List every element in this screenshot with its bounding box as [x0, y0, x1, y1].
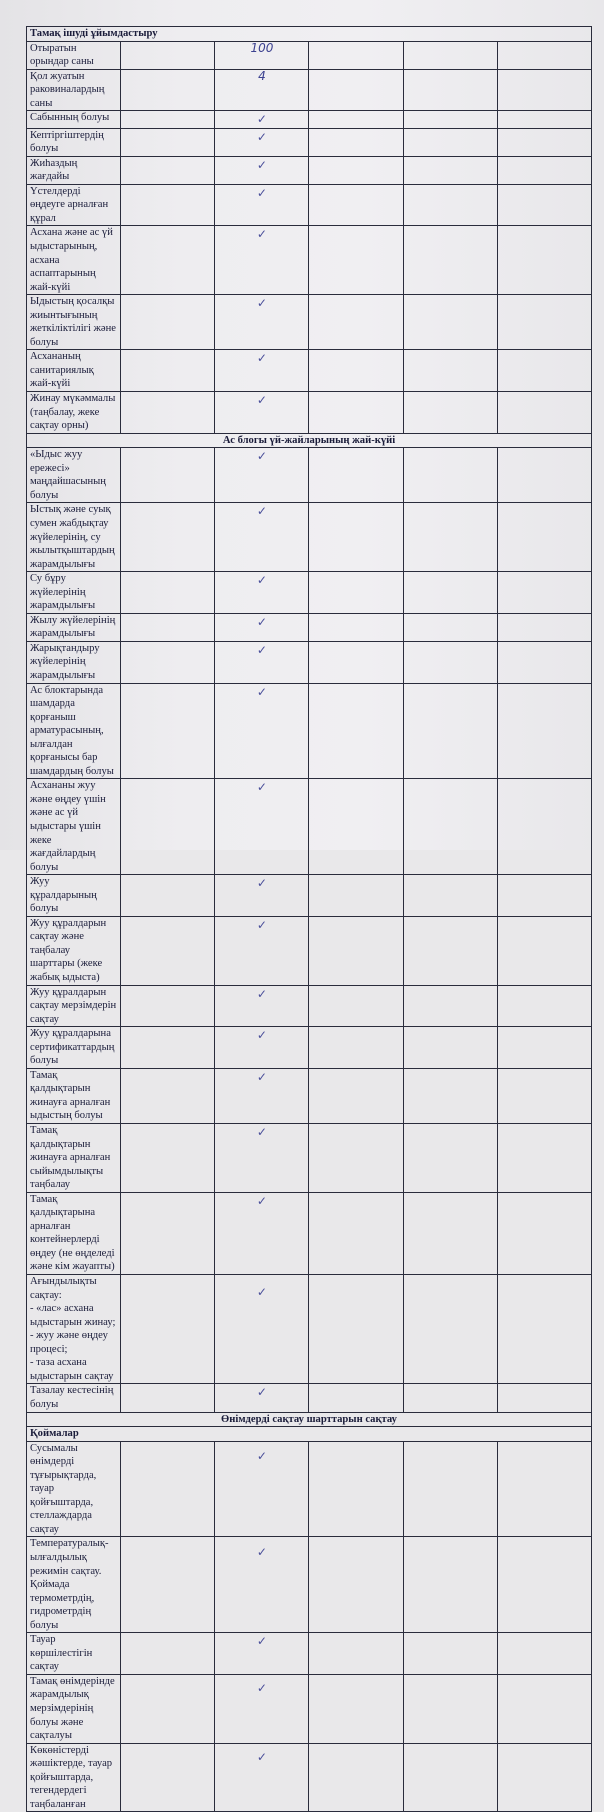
- check-mark: ✓: [256, 296, 267, 311]
- row-label: Асхананың санитариялық жай-күйі: [27, 350, 121, 392]
- section-title: Қоймалар: [27, 1427, 592, 1442]
- table-row: [27, 156, 592, 184]
- table-row: [27, 1743, 592, 1812]
- check-mark: ✓: [256, 1385, 267, 1400]
- row-label: Үстелдерді өңдеуге арналған құрал: [27, 184, 121, 226]
- table-row: [27, 111, 592, 128]
- table-row: [27, 1124, 592, 1193]
- check-mark: ✓: [256, 1193, 267, 1208]
- check-mark: ✓: [256, 780, 267, 795]
- row-label: Тазалау кестесінің болуы: [27, 1384, 121, 1412]
- check-mark: ✓: [256, 449, 267, 464]
- table-row: [27, 985, 592, 1027]
- row-label: Кептіргіштердің болуы: [27, 128, 121, 156]
- check-mark: ✓: [256, 1634, 267, 1649]
- row-label: Ас блоктарында шамдарда қорғаныш арматурасының, ылғалдан қорғанысы бар шамдардың болуы: [27, 683, 121, 779]
- row-label: Жуу құралдарын сақтау және таңбалау шарттары (жеке жабық ыдыста): [27, 916, 121, 985]
- check-mark: ✓: [256, 1125, 267, 1140]
- row-label: Сабынның болуы: [27, 111, 121, 128]
- row-label: Жылу жүйелерінің жарамдылығы: [27, 613, 121, 641]
- row-label: Жарықтандыру жүйелерінің жарамдылығы: [27, 641, 121, 683]
- check-mark: ✓: [256, 1069, 267, 1084]
- table-row: [27, 128, 592, 156]
- check-mark: ✓: [256, 157, 267, 172]
- table-row: [27, 448, 592, 503]
- row-label: «Ыдыс жуу ережесі» маңдайшасының болуы: [27, 448, 121, 503]
- row-label: Сусымалы өнімдерді тұғырықтарда, тауар қойғыштарда, стеллаждарда сақтау: [27, 1441, 121, 1537]
- table-row: [27, 503, 592, 572]
- check-mark: ✓: [256, 1028, 267, 1043]
- check-mark: ✓: [256, 684, 267, 699]
- table-row: [27, 1537, 592, 1633]
- check-mark: ✓: [256, 1545, 267, 1560]
- table-row: [27, 295, 592, 350]
- check-mark: ✓: [256, 614, 267, 629]
- row-label: Қол жуатын раковиналардың саны: [27, 69, 121, 111]
- row-label: Жиhаздың жағдайы: [27, 156, 121, 184]
- section-header: [27, 433, 592, 448]
- section-header: [27, 27, 592, 42]
- row-label: Отыратын орындар саны: [27, 41, 121, 69]
- table-row: [27, 1441, 592, 1537]
- row-label: Жуу құралдарына сертификаттардың болуы: [27, 1027, 121, 1069]
- table-row: [27, 350, 592, 392]
- check-mark: ✓: [256, 876, 267, 891]
- table-row: [27, 1192, 592, 1274]
- table-row: [27, 613, 592, 641]
- table-row: [27, 1275, 592, 1384]
- row-label: Тамақ қалдықтарын жинауға арналған сыйымдылықты таңбалау: [27, 1124, 121, 1193]
- table-row: [27, 184, 592, 226]
- row-label: Тауар көршілестігін сақтау: [27, 1633, 121, 1675]
- table-row: [27, 683, 592, 779]
- row-label: Ыстық және суық сумен жабдықтау жүйелерінің, су жылытқыштардың жарамдылығы: [27, 503, 121, 572]
- row-label: Тамақ өнімдерінде жарамдылық мерзімдерінің болуы және сақталуы: [27, 1674, 121, 1743]
- check-mark: ✓: [256, 986, 267, 1001]
- table-row: [27, 392, 592, 434]
- table-row: [27, 916, 592, 985]
- check-mark: ✓: [256, 1680, 267, 1695]
- section-title: Өнімдерді сақтау шарттарын сақтау: [27, 1412, 592, 1427]
- handwritten-value: 100: [250, 40, 274, 55]
- row-label: Жуу құралдарын сақтау мерзімдерін сақтау: [27, 985, 121, 1027]
- section-title: Тамақ ішуді ұйымдастыру: [27, 27, 592, 42]
- row-label: Көкөністерді жәшіктерде, тауар қойғыштарда, тегендердегі таңбаланған: [27, 1743, 121, 1812]
- table-row: [27, 69, 592, 111]
- check-mark: ✓: [256, 917, 267, 932]
- inspection-table: [26, 26, 592, 1812]
- table-row: [27, 1384, 592, 1412]
- table-row: [27, 1027, 592, 1069]
- table-row: [27, 875, 592, 917]
- row-label: Асхана және ас үй ыдыстарының, асхана аспаптарының жай-күйі: [27, 226, 121, 295]
- row-label: Тамақ қалдықтарына арналған контейнерлерді өңдеу (не өңделеді және кім жауапты): [27, 1192, 121, 1274]
- check-mark: ✓: [256, 393, 267, 408]
- table-row: [27, 1633, 592, 1675]
- check-mark: ✓: [256, 351, 267, 366]
- section-header: [27, 1412, 592, 1427]
- table-row: [27, 1674, 592, 1743]
- check-mark: ✓: [256, 1749, 267, 1764]
- check-mark: ✓: [256, 129, 267, 144]
- check-mark: ✓: [256, 227, 267, 242]
- row-label: Тамақ қалдықтарын жинауға арналған ыдыстың болуы: [27, 1068, 121, 1123]
- row-label: Ыдыстың қосалқы жиынтығының жеткіліктілігі және болуы: [27, 295, 121, 350]
- table-row: [27, 226, 592, 295]
- table-row: [27, 572, 592, 614]
- check-mark: ✓: [256, 185, 267, 200]
- row-label: Асхананы жуу және өңдеу үшін және ас үй ыдыстары үшін жеке жағдайлардың болуы: [27, 779, 121, 875]
- table-row: [27, 641, 592, 683]
- check-mark: ✓: [256, 504, 267, 519]
- table-row: [27, 1068, 592, 1123]
- table-row: [27, 41, 592, 69]
- check-mark: ✓: [256, 1448, 267, 1463]
- table-row: [27, 779, 592, 875]
- section-title: Ас блогы үй-жайларының жай-күйі: [27, 433, 592, 448]
- row-label: Ағындылықты сақтау: - «лас» асхана ыдыстарын жинау; - жуу және өңдеу процесі; - таза асхана ыдыстарын сақтау: [27, 1275, 121, 1384]
- handwritten-value: 4: [258, 68, 266, 83]
- check-mark: ✓: [256, 573, 267, 588]
- check-mark: ✓: [256, 112, 267, 127]
- section-header: [27, 1427, 592, 1442]
- row-label: Су бұру жүйелерінің жарамдылығы: [27, 572, 121, 614]
- check-mark: ✓: [256, 642, 267, 657]
- row-label: Температуралық-ылғалдылық режимін сақтау. Қоймада термометрдің, гидрометрдің болуы: [27, 1537, 121, 1633]
- check-mark: ✓: [256, 1285, 267, 1300]
- row-label: Жуу құралдарының болуы: [27, 875, 121, 917]
- row-label: Жинау мүкәммалы (таңбалау, жеке сақтау орны): [27, 392, 121, 434]
